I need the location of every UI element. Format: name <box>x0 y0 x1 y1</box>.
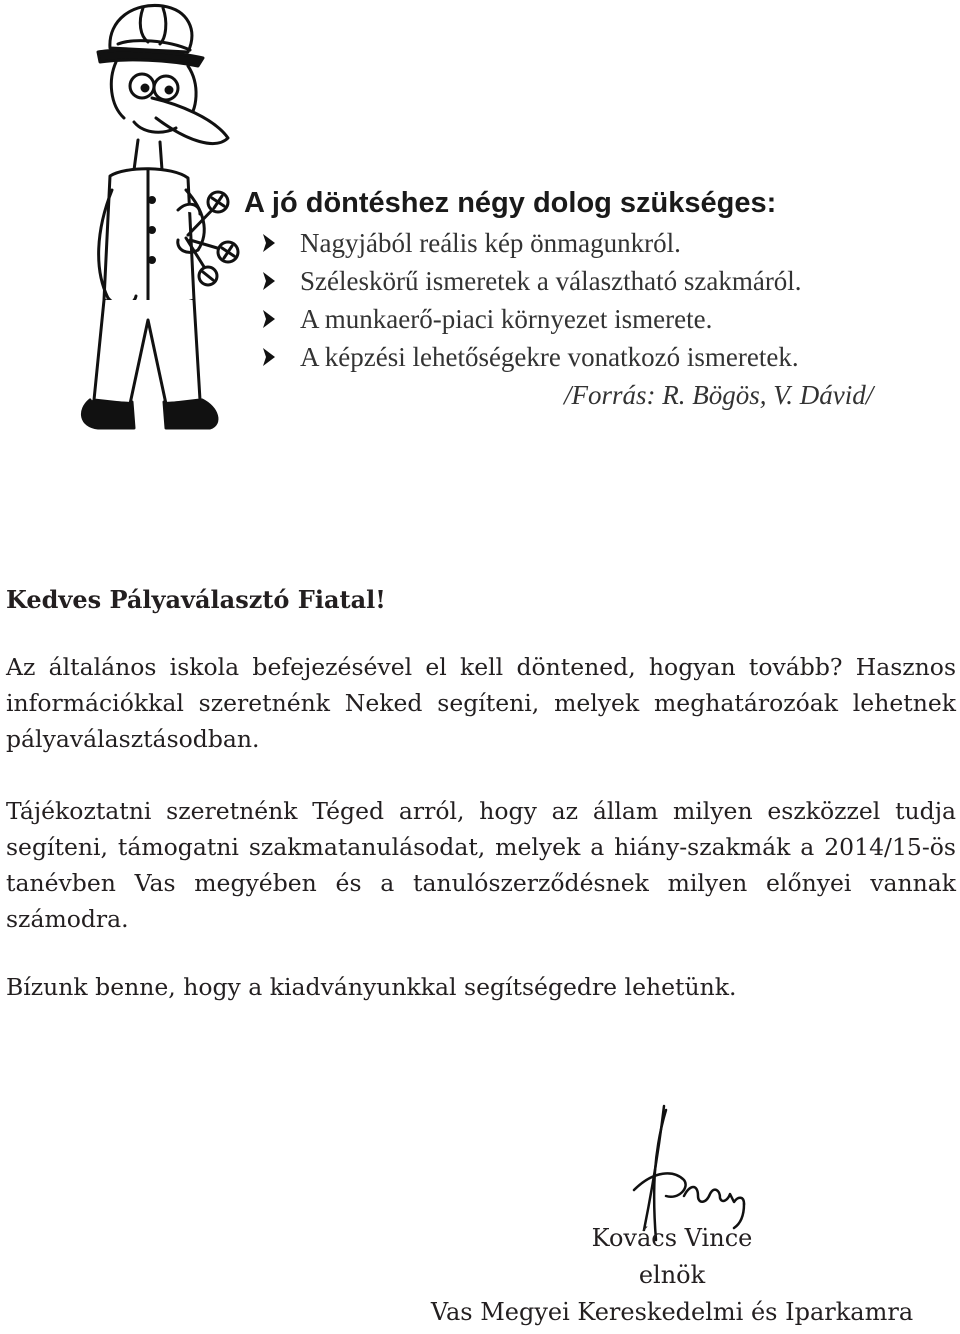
letter-greeting: Kedves Pályaválasztó Fiatal! <box>6 585 386 614</box>
list-item-text: A munkaerő-piaci környezet ismerete. <box>300 304 713 334</box>
signoff-block <box>392 1220 952 1331</box>
letter-paragraph-1: Az általános iskola befejezésével el kell döntened, hogyan tovább? Hasznos információkkal szeretnénk Neked segíteni, melyek meghatározóak lehetnek pályaválasztásodban. <box>6 653 956 753</box>
chevron-right-icon <box>258 270 280 292</box>
letter-paragraph-3: Bízunk benne, hogy a kiadványunkkal segítségedre lehetünk. <box>6 973 737 1001</box>
list-item <box>244 262 944 300</box>
list-item-text: Széleskörű ismeretek a választható szakmáról. <box>300 266 802 296</box>
list-item-text: A képzési lehetőségekre vonatkozó ismeretek. <box>300 342 799 372</box>
tips-source: /Forrás: R. Bögös, V. Dávid/ <box>564 380 874 410</box>
list-item-text: Nagyjából reális kép önmagunkról. <box>300 228 681 258</box>
chevron-right-icon <box>258 308 280 330</box>
tips-list <box>244 224 944 376</box>
chevron-right-icon <box>258 346 280 368</box>
letter-paragraph-2: Tájékoztatni szeretnénk Téged arról, hogy az állam milyen eszközzel tudja segíteni, támogatni szakmatanulásodat, melyek a hiány-szakmák a 2014/15-ös tanévben Vas megyében és a tanulószerződésnek milyen előnyei vannak számodra. <box>6 797 956 933</box>
letter-body <box>6 583 956 1005</box>
list-item <box>244 300 944 338</box>
signer-organization: Vas Megyei Kereskedelmi és Iparkamra <box>430 1298 914 1326</box>
list-item <box>244 338 944 376</box>
list-item <box>244 224 944 262</box>
cartoon-man-illustration <box>38 0 248 440</box>
chevron-right-icon <box>258 232 280 254</box>
signer-name: Kovács Vince <box>591 1224 753 1252</box>
tips-heading: A jó döntéshez négy dolog szükséges: <box>244 187 777 219</box>
signer-role: elnök <box>638 1261 706 1289</box>
tips-block <box>244 182 944 414</box>
